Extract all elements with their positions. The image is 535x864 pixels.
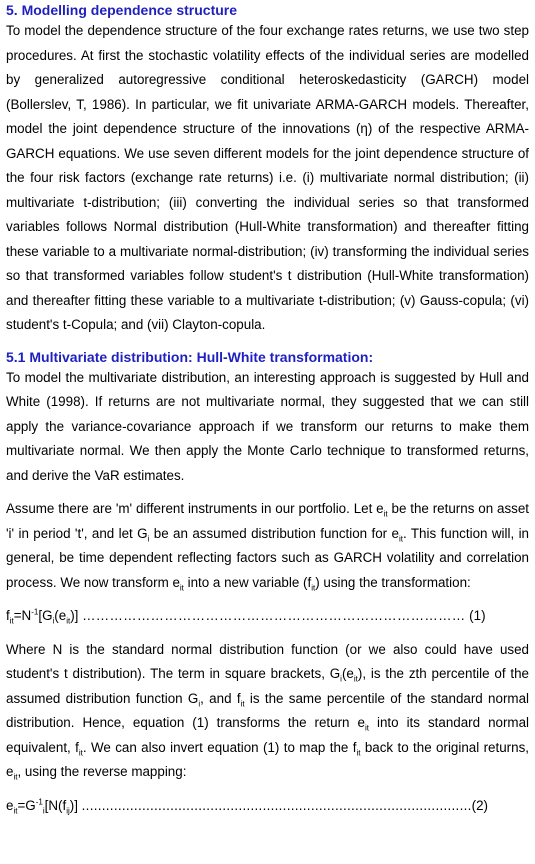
section-5-1-paragraph-1: To model the multivariate distribution, an interesting approach is suggested by Hull and White (1998). If returns are not multivariate normal, they suggested that we can still apply the variance-covariance approach if we transform our returns to make them multivariate normal. We then apply the Monte Carlo technique to transformed returns, and derive the VaR estimates. [6, 369, 529, 483]
text-run: . We can also invert equation (1) to map the f [82, 739, 357, 755]
subscript: it [13, 806, 18, 816]
subscript: it [356, 748, 361, 758]
subscript: ij [66, 806, 70, 816]
eq-part: =N [13, 608, 32, 623]
eq-part: [G [38, 608, 53, 623]
eq-part: (e [54, 608, 67, 623]
eq-part: )] [70, 608, 83, 623]
equation-leader-dots: ………………………………………………………………………… [82, 608, 466, 623]
text-run: , using the reverse mapping: [17, 764, 187, 779]
section-5-heading: 5. Modelling dependence structure [6, 2, 238, 18]
eq-part: =G [17, 797, 36, 813]
subscript: it [78, 748, 83, 758]
text-run: ) using the transformation: [315, 574, 471, 590]
subscript: it [179, 583, 184, 593]
equation-number: (2) [471, 797, 489, 813]
subscript: i [340, 674, 342, 684]
subscript: it [353, 674, 358, 684]
superscript: -1 [31, 607, 39, 617]
subscript: it [9, 616, 14, 626]
text-run: into its standard normal equivalent, f [6, 715, 530, 755]
eq-part: e [6, 797, 14, 813]
equation-1 [6, 604, 529, 629]
text-run: back to the original returns, e [6, 739, 529, 779]
subscript: it [399, 534, 403, 544]
text-run: into a new variable (f [183, 574, 312, 590]
subscript: it [311, 583, 316, 593]
subscript: it [240, 699, 245, 709]
subscript: it [66, 616, 71, 626]
text-run: Assume there are 'm' different instruments in our portfolio. Let e [6, 501, 384, 516]
text-run: . This function will, in general, be time dependent reflecting factors such as GARCH volatility and correlation process. We now transform e [6, 525, 530, 590]
eq-part: [N(f [44, 797, 67, 813]
equation-number: (1) [465, 608, 486, 623]
text-run: Where N is the standard normal distribution function (or we also could have used student's t distribution). The term in square brackets, G [6, 641, 529, 681]
text-run: be an assumed distribution function for e [149, 525, 399, 541]
subscript: i [42, 806, 45, 816]
subscript: i [52, 616, 55, 626]
section-5-1-heading: 5.1 Multivariate distribution: Hull-White transformation: [6, 348, 374, 365]
text-run: be the returns on asset 'i' in period 't', and let G [6, 501, 530, 541]
text-run: , and f [200, 690, 241, 706]
subscript: i [198, 699, 201, 709]
section-5-paragraph: To model the dependence structure of the four exchange rates returns, we use two step procedures. At first the stochastic volatility effects of the individual series are modelled by generalized autoregressive conditional heteroskedasticity (GARCH) model (Bollerslev, T, 1986). In particular, we fit univariate ARMA-GARCH models. Thereafter, model the joint dependence structure of the innovations (η) of the respective ARMA-GARCH equations. We use seven different models for the joint dependence structure of the four risk factors (exchange rate returns) i.e. (i) multivariate normal distribution; (ii) multivariate t-distribution; (iii) converting the individual series so that transformed variables follows Normal distribution (Hull-White transformation) and thereafter fitting these variable to a multivariate normal-distribution; (iv) transforming the individual series so that transformed variables follow student's t distribution (Hull-White transformation) and thereafter fitting these variable to a multivariate t-distribution; (v) Gauss-copula; (vi) student's t-Copula; and (vii) Clayton-copula. [6, 23, 529, 332]
subscript: it [13, 772, 18, 782]
section-5-1-paragraph-2 [6, 497, 529, 595]
equation-leader-dots: ................................................................................................. [81, 797, 472, 813]
text-run: ), is the zth percentile of the assumed distribution function G [6, 666, 529, 706]
section-5-1-paragraph-3 [6, 638, 529, 785]
eq-part: f [6, 608, 10, 623]
subscript: it [383, 509, 388, 519]
subscript: it [364, 723, 369, 733]
subscript: i [147, 534, 150, 544]
text-run: is the same percentile of the standard normal distribution. Hence, equation (1) transforms the return e [6, 690, 529, 730]
superscript: -1 [35, 797, 43, 807]
equation-2 [6, 794, 529, 819]
text-run: (e [341, 666, 354, 681]
eq-part: )] [69, 797, 82, 813]
